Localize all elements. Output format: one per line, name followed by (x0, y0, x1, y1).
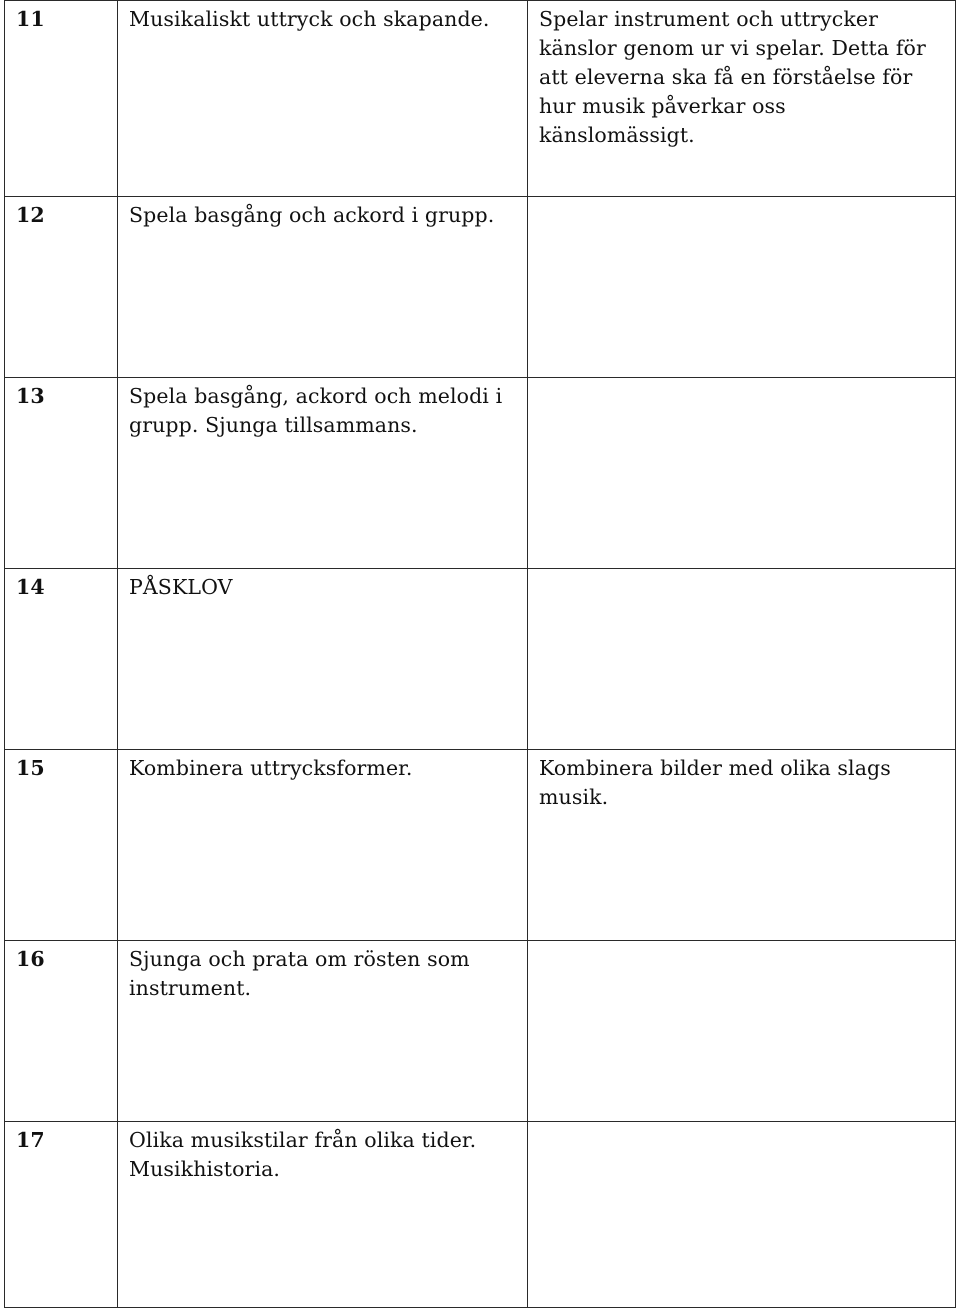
week-number-cell (5, 197, 118, 378)
topic-cell: Sjunga och prata om rösten som instrument. (118, 941, 528, 1122)
topic-cell: Spela basgång, ackord och melodi i grupp. Sjunga tillsammans. (118, 378, 528, 569)
week-number: 12 (16, 203, 45, 227)
table-row (5, 378, 956, 569)
week-number-cell (5, 750, 118, 941)
table-row (5, 1122, 956, 1308)
week-number-cell (5, 569, 118, 750)
table-row (5, 750, 956, 941)
topic-cell: Musikaliskt uttryck och skapande. (118, 1, 528, 197)
week-number: 14 (16, 575, 45, 599)
week-number-cell (5, 1122, 118, 1308)
description-cell (528, 941, 956, 1122)
description-cell (528, 1122, 956, 1308)
week-number-cell (5, 1, 118, 197)
week-number-cell (5, 941, 118, 1122)
table-row (5, 569, 956, 750)
week-number: 15 (16, 756, 45, 780)
table-row (5, 941, 956, 1122)
week-number: 13 (16, 384, 45, 408)
topic-cell: Olika musikstilar från olika tider. Musikhistoria. (118, 1122, 528, 1308)
topic-cell: PÅSKLOV (118, 569, 528, 750)
table-row (5, 1, 956, 197)
week-number-cell (5, 378, 118, 569)
week-number: 11 (16, 7, 45, 31)
topic-cell: Kombinera uttrycksformer. (118, 750, 528, 941)
topic-cell: Spela basgång och ackord i grupp. (118, 197, 528, 378)
week-number: 16 (16, 947, 45, 971)
table-row (5, 197, 956, 378)
description-cell (528, 197, 956, 378)
description-cell: Kombinera bilder med olika slags musik. (528, 750, 956, 941)
description-cell: Spelar instrument och uttrycker känslor genom ur vi spelar. Detta för att eleverna ska få en förståelse för hur musik påverkar oss känslomässigt. (528, 1, 956, 197)
description-cell (528, 378, 956, 569)
description-cell (528, 569, 956, 750)
lesson-plan-table (4, 0, 956, 1308)
week-number: 17 (16, 1128, 45, 1152)
